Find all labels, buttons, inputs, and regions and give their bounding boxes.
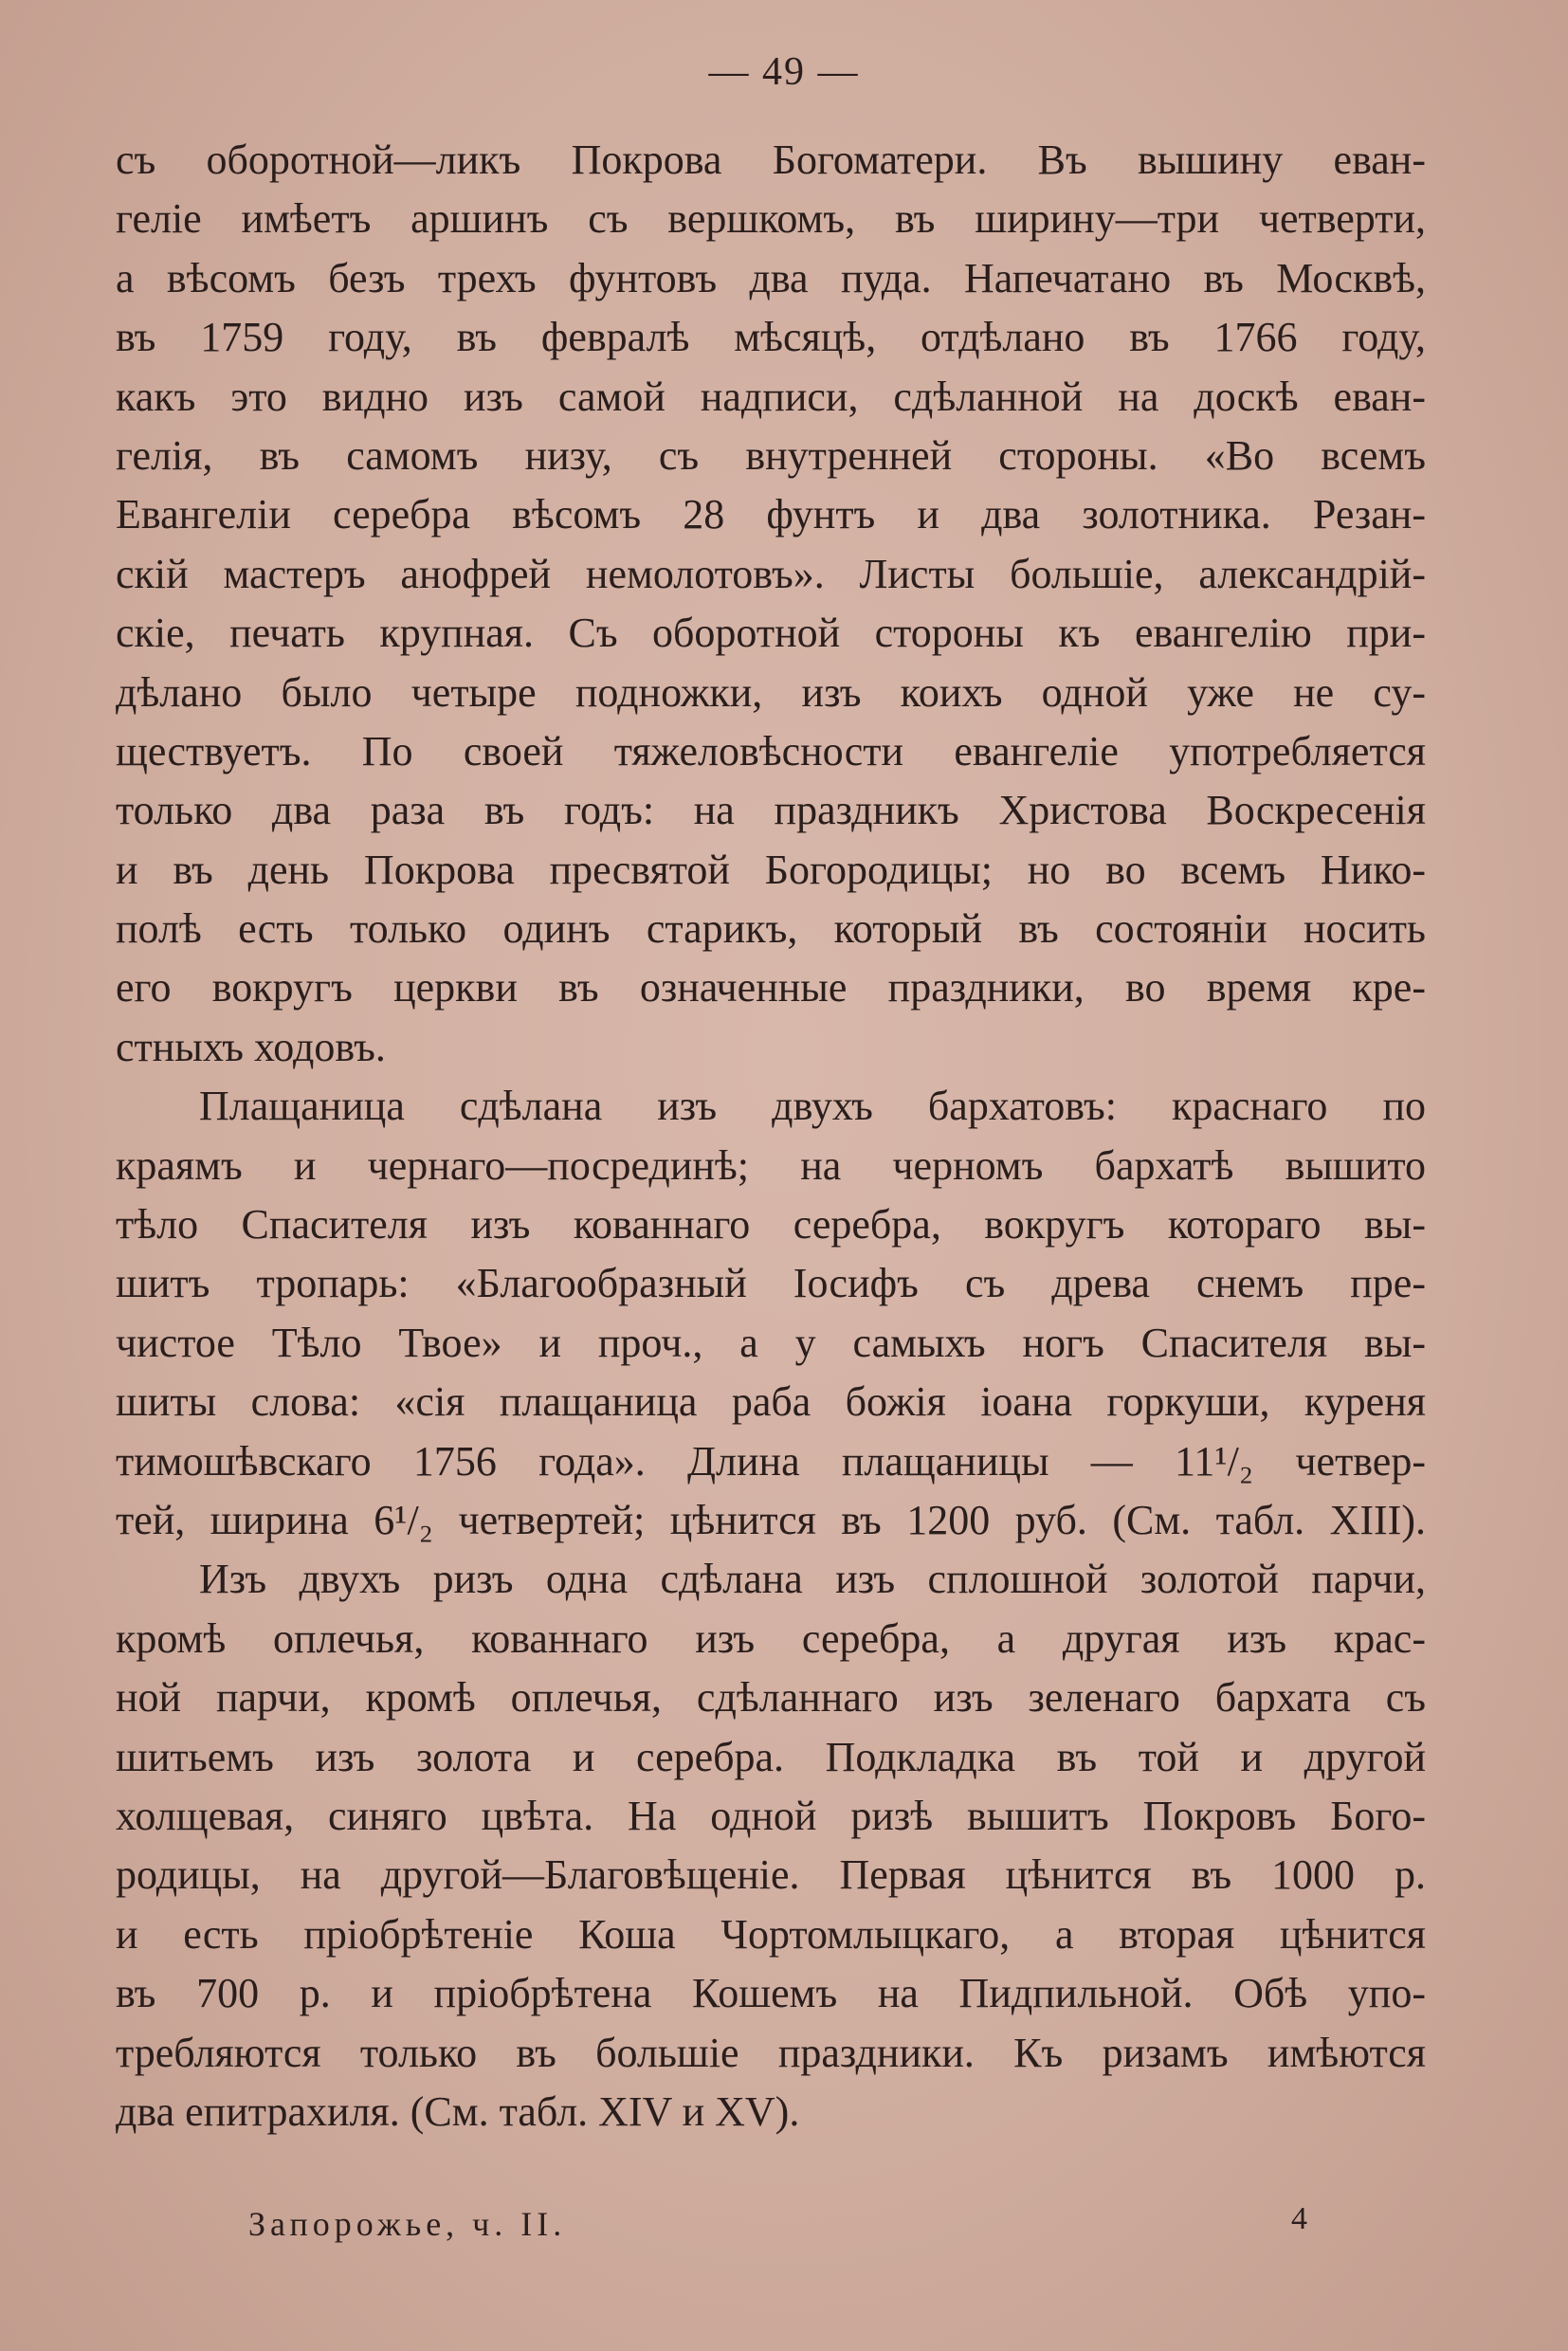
- sheet-number: 4: [1291, 2201, 1307, 2236]
- text-line: тимошѣвскаго 1756 года». Длина плащаницы — 11¹/₂ четвер-: [116, 1437, 1426, 1485]
- text-line: холщевая, синяго цвѣта. На одной ризѣ вышитъ Покровъ Бого-: [116, 1792, 1426, 1839]
- paragraph-3: [116, 1550, 1426, 2141]
- text-line: стныхъ ходовъ.: [116, 1023, 386, 1070]
- text-line: требляются только въ большіе праздники. Къ ризамъ имѣются: [116, 2029, 1426, 2076]
- page-number: — 49 —: [708, 50, 860, 94]
- text-line: кромѣ оплечья, кованнаго изъ серебра, а другая изъ крас-: [116, 1614, 1426, 1662]
- text-line: гелія, въ самомъ низу, съ внутренней стороны. «Во всемъ: [116, 431, 1426, 479]
- text-line: полѣ есть только одинъ старикъ, который въ состояніи носить: [116, 905, 1426, 953]
- text-line: скій мастеръ анофрей немолотовъ». Листы большіе, александрій-: [116, 550, 1426, 597]
- text-line: Изъ двухъ ризъ одна сдѣлана изъ сплошной золотой парчи,: [199, 1556, 1426, 1603]
- paragraph-2: [116, 1077, 1426, 1550]
- text-line: и есть пріобрѣтеніе Коша Чортомлыцкаго, а вторая цѣнится: [116, 1910, 1426, 1958]
- text-line: Плащаница сдѣлана изъ двухъ бархатовъ: краснаго по: [199, 1083, 1426, 1130]
- text-line: родицы, на другой—Благовѣщеніе. Первая цѣнится въ 1000 р.: [116, 1851, 1426, 1899]
- text-line: шиты слова: «сія плащаница раба божія іоана горкуши, куреня: [116, 1378, 1426, 1426]
- text-line: шитьемъ изъ золота и серебра. Подкладка въ той и другой: [116, 1733, 1426, 1780]
- text-line: ной парчи, кромѣ оплечья, сдѣланнаго изъ зеленаго бархата съ: [116, 1674, 1426, 1722]
- text-line: а вѣсомъ безъ трехъ фунтовъ два пуда. Напечатано въ Москвѣ,: [116, 254, 1426, 301]
- text-line: ществуетъ. По своей тяжеловѣсности евангеліе употребляется: [116, 727, 1426, 775]
- text-line: геліе имѣетъ аршинъ съ вершкомъ, въ ширину—три четверти,: [116, 195, 1426, 243]
- text-line: съ оборотной—ликъ Покрова Богоматери. Въ вышину еван-: [116, 137, 1426, 183]
- signature-mark: Запорожье, ч. II.: [248, 2205, 567, 2243]
- text-line: Евангеліи серебра вѣсомъ 28 фунтъ и два золотника. Резан-: [116, 491, 1426, 538]
- text-line: только два раза въ годъ: на праздникъ Христова Воскресенія: [116, 787, 1426, 834]
- text-line: краямъ и чернаго—посрединѣ; на черномъ бархатѣ вышито: [116, 1141, 1426, 1189]
- paragraph-1: [116, 131, 1426, 1077]
- text-line: два епитрахиля. (См. табл. XIV и XV).: [116, 2087, 800, 2135]
- text-line: какъ это видно изъ самой надписи, сдѣланной на доскѣ еван-: [116, 373, 1426, 420]
- text-line: его вокругъ церкви въ означенные праздники, во время кре-: [116, 964, 1426, 1011]
- text-line: и въ день Покрова пресвятой Богородицы; но во всемъ Нико-: [116, 846, 1426, 893]
- text-line: въ 700 р. и пріобрѣтена Кошемъ на Пидпильной. Обѣ упо-: [116, 1970, 1426, 2017]
- text-line: тей, ширина 6¹/₂ четвертей; цѣнится въ 1200 руб. (См. табл. XIII).: [116, 1496, 1426, 1543]
- body-text: [116, 131, 1426, 2141]
- text-line: въ 1759 году, въ февралѣ мѣсяцѣ, отдѣлано въ 1766 году,: [116, 314, 1426, 361]
- text-line: шитъ тропарь: «Благообразный Іосифъ съ древа снемъ пре-: [116, 1260, 1426, 1307]
- text-line: скіе, печать крупная. Съ оборотной стороны къ евангелію при-: [116, 610, 1426, 657]
- text-line: тѣло Спасителя изъ кованнаго серебра, вокругъ котораго вы-: [116, 1201, 1426, 1248]
- text-line: дѣлано было четыре подножки, изъ коихъ одной уже не су-: [116, 668, 1426, 716]
- text-line: чистое Тѣло Твое» и проч., а у самыхъ ногъ Спасителя вы-: [116, 1319, 1426, 1366]
